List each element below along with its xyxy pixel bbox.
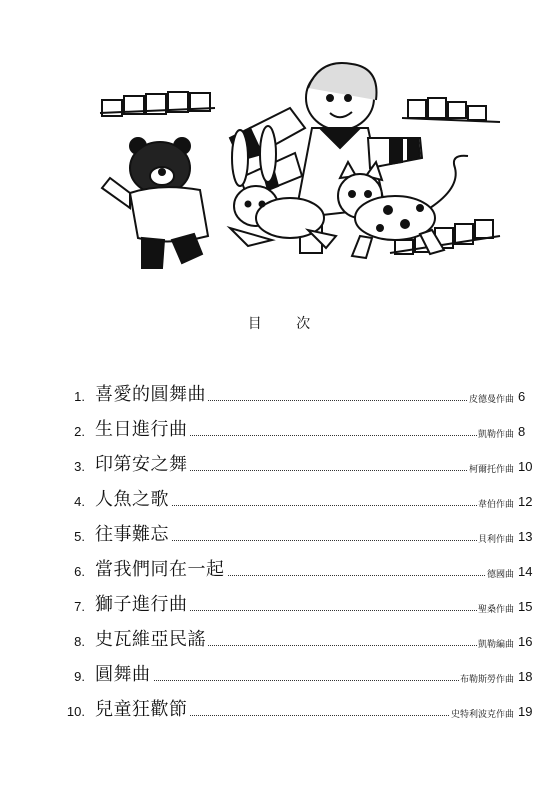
entry-page: 6 [518,389,526,404]
fence-right-icon [402,98,500,122]
dot-leader [95,680,515,681]
entry-number: 2. [74,424,85,439]
fence-left-icon [100,92,215,116]
entry-composer: 貝利作曲 [477,532,515,545]
entry-number: 10. [66,704,85,719]
entry-composer: 德國曲 [486,567,515,580]
toc-entry[interactable] [0,411,560,441]
entry-title: 生日進行曲 [95,415,190,441]
cover-illustration [90,58,510,283]
entry-page: 15 [518,599,533,614]
entry-number: 5. [74,529,85,544]
entry-number: 7. [74,599,85,614]
toc-heading [0,313,560,333]
entry-page: 12 [518,494,533,509]
toc-heading-char-1: 目 [247,316,264,332]
entry-composer: 皮德曼作曲 [468,392,515,405]
entry-page: 13 [518,529,533,544]
entry-composer: 聖桑作曲 [477,602,515,615]
entry-number: 9. [74,669,85,684]
toc-entry[interactable] [0,551,560,581]
toc-entry[interactable] [0,656,560,686]
entry-composer: 史特利波克作曲 [450,707,515,720]
entry-page: 14 [518,564,533,579]
toc-entry[interactable] [0,516,560,546]
entry-number: 8. [74,634,85,649]
entry-title: 當我們同在一起 [95,555,227,581]
toc-entry[interactable] [0,376,560,406]
entry-page: 8 [518,424,526,439]
entry-page: 18 [518,669,533,684]
toc-entry[interactable] [0,446,560,476]
entry-title: 兒童狂歡節 [95,695,190,721]
entry-title: 喜愛的圓舞曲 [95,380,208,406]
entry-composer: 凱勒作曲 [477,427,515,440]
entry-number: 4. [74,494,85,509]
entry-number: 3. [74,459,85,474]
entry-composer: 韋伯作曲 [477,497,515,510]
entry-title: 往事難忘 [95,520,171,546]
toc-entry[interactable] [0,621,560,651]
entry-page: 16 [518,634,533,649]
entry-number: 6. [74,564,85,579]
entry-title: 史瓦維亞民謠 [95,625,208,651]
entry-page: 10 [518,459,533,474]
toc-entry[interactable] [0,691,560,721]
entry-page: 19 [518,704,533,719]
entry-composer: 凱勒編曲 [477,637,515,650]
entry-title: 圓舞曲 [95,660,153,686]
entry-title: 獅子進行曲 [95,590,190,616]
entry-composer: 布勒斯勞作曲 [459,672,515,685]
entry-title: 印第安之舞 [95,450,190,476]
toc-entry[interactable] [0,481,560,511]
entry-title: 人魚之歌 [95,485,171,511]
entry-number: 1. [74,389,85,404]
entry-composer: 柯爾托作曲 [468,462,515,475]
toc-heading-char-2: 次 [296,316,313,332]
toc-entry[interactable] [0,586,560,616]
bear-icon [102,138,208,268]
